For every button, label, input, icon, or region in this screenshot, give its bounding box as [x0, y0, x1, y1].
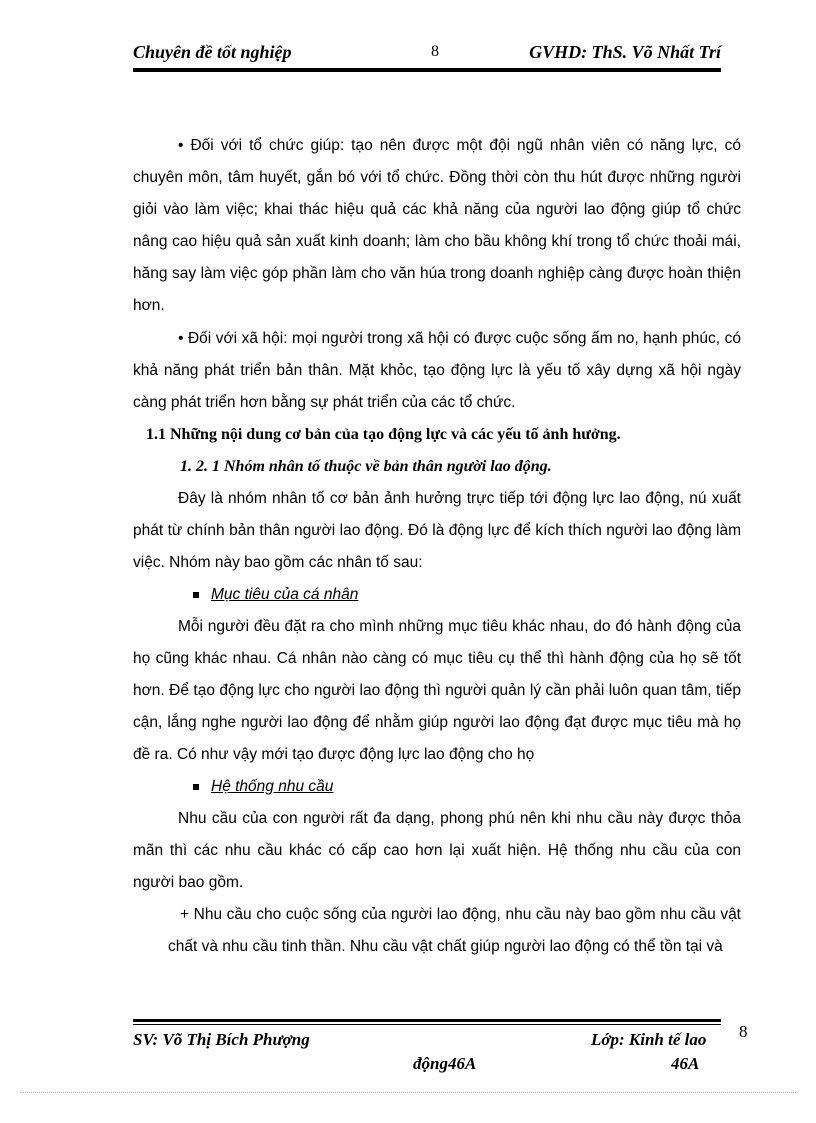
paragraph-life-needs: + Nhu cầu cho cuộc sống của người lao động, nhu cầu này bao gồm nhu cầu vật chất và nhu cầu tinh thần. Nhu cầu vật chất giúp người lao động có thể tồn tại và [168, 906, 741, 955]
bullet-label: Mục tiêu của cá nhân [211, 586, 359, 603]
footer-page-number: 8 [739, 1022, 748, 1041]
page-header [133, 40, 721, 68]
bullet-label: Hệ thống nhu cầu [211, 778, 334, 795]
section-heading: 1.1 Những nội dung cơ bản của tạo động lực và các yếu tố ảnh hưởng. [146, 426, 621, 443]
paragraph-factors: Đây là nhóm nhân tố cơ bản ảnh hưởng trực tiếp tới động lực lao động, nú xuất phát từ chính bản thân người lao động. Đó là động lực để kích thích người lao động làm việc. Nhóm này bao gồm các nhân tố sau: [133, 490, 741, 571]
page-boundary-divider [20, 1092, 796, 1093]
paragraph-society: • Đối với xã hội: mọi người trong xã hội có được cuộc sống ấm no, hạnh phúc, có khả năng phát triển bản thân. Mặt khỏc, tạo động lực là yếu tố xây dựng xã hội ngày càng phát triển hơn bằng sự phát triển của các tổ chức. [133, 330, 741, 411]
square-bullet-icon [193, 784, 199, 790]
header-page-number: 8 [431, 43, 439, 60]
paragraph-needs: Nhu cầu của con người rất đa dạng, phong phú nên khi nhu cầu này được thỏa mãn thì các nhu cầu khác có cấp cao hơn lại xuất hiện. Hệ thống nhu cầu của con người bao gồm. [133, 810, 741, 891]
footer-rule [133, 1019, 721, 1025]
paragraph-goals: Mỗi người đều đặt ra cho mình những mục tiêu khác nhau, do đó hành động của họ cũng khác nhau. Cá nhân nào càng có mục tiêu cụ thể thì hành động của họ sẽ tốt hơn. Để tạo động lực cho người lao động thì người quản lý cần phải luôn quan tâm, tiếp cận, lắng nghe người lao động để nhằm giúp người lao động đạt được mục tiêu mà họ đề ra. Có như vậy mới tạo được động lực lao động cho họ [133, 618, 741, 763]
footer-class-label: Lớp: Kinh tế lao [591, 1030, 707, 1049]
document-body [133, 130, 741, 963]
footer-student: SV: Võ Thị Bích Phượng [133, 1030, 310, 1049]
square-bullet-icon [193, 592, 199, 598]
header-advisor: GVHD: ThS. Võ Nhất Trí [529, 42, 721, 62]
footer-class-continuation: động46A [413, 1054, 477, 1073]
header-title: Chuyên đề tốt nghiệp [133, 42, 292, 62]
bullet-needs-system [133, 771, 741, 803]
bullet-personal-goals [133, 579, 741, 611]
page-footer [133, 1030, 721, 1080]
subsection-heading: 1. 2. 1 Nhóm nhân tố thuộc về bản thân người lao động. [180, 458, 552, 475]
footer-class-code: 46A [671, 1054, 700, 1073]
header-rule [133, 68, 721, 72]
paragraph-organization: • Đối với tổ chức giúp: tạo nên được một đội ngũ nhân viên có năng lực, có chuyên môn, tâm huyết, gắn bó với tổ chức. Đồng thời còn thu hút được những người giỏi vào làm việc; khai thác hiệu quả các khả năng của người lao động giúp tổ chức nâng cao hiệu quả sản xuất kinh doanh; làm cho bầu không khí trong tổ chức thoải mái, hăng say làm việc góp phần làm cho văn húa trong doanh nghiệp càng được hoàn thiện hơn. [133, 137, 741, 314]
